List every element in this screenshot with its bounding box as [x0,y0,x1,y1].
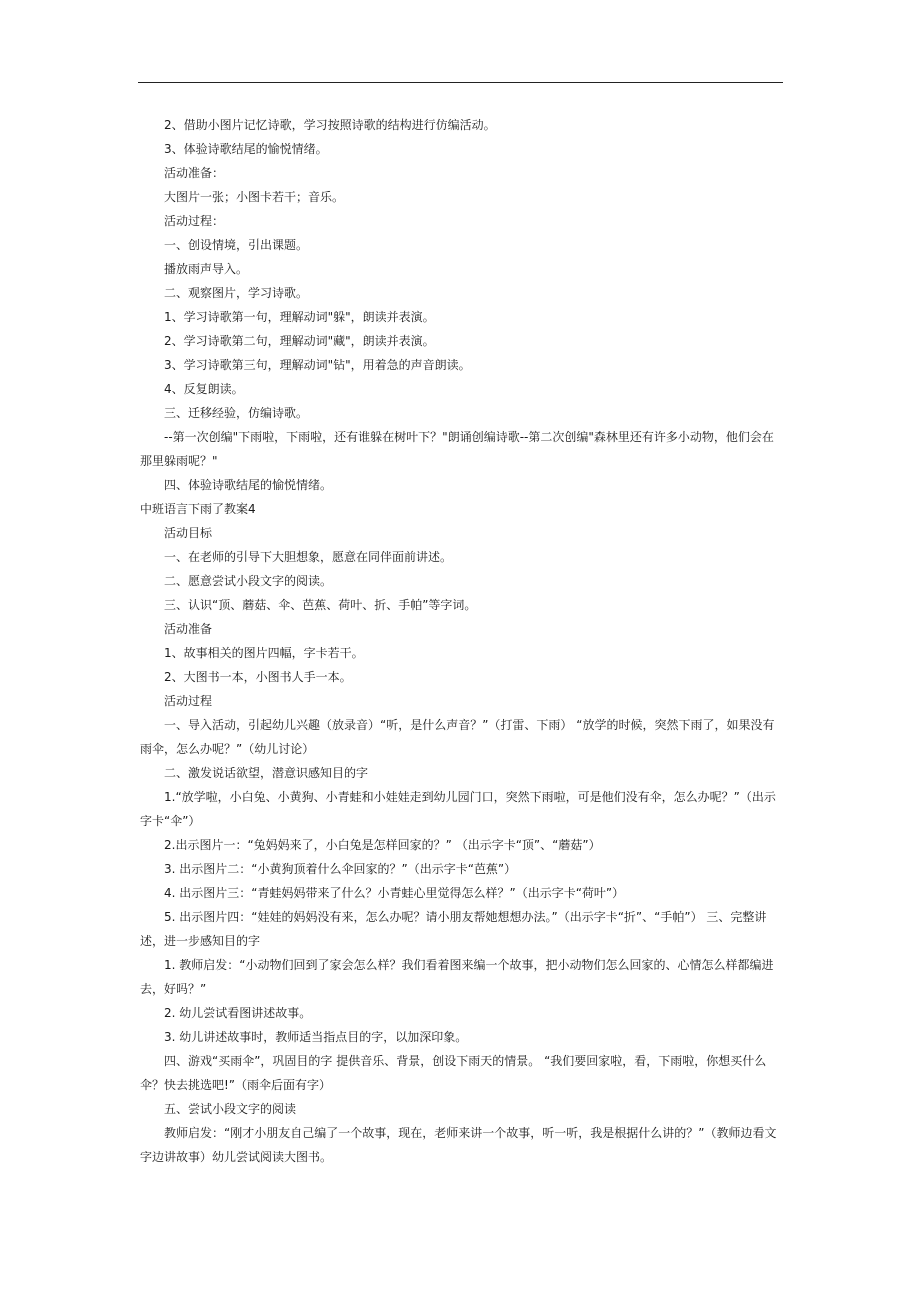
paragraph: 活动准备 [164,622,213,636]
paragraph: 2. 幼儿尝试看图讲述故事。 [164,1006,312,1020]
header-rule [138,82,783,83]
paragraph: 活动过程： [164,214,225,228]
paragraph: 2.出示图片一：“兔妈妈来了，小白兔是怎样回家的？” （出示字卡“顶”、“蘑菇”） [164,838,601,852]
paragraph: 5. 出示图片四：“娃娃的妈妈没有来，怎么办呢？请小朋友帮她想想办法。”（出示字卡“折”、“手帕”） 三、完整讲述，进一步感知目的字 [140,910,767,948]
paragraph: 4. 出示图片三：“青蛙妈妈带来了什么？小青蛙心里觉得怎么样？”（出示字卡“荷叶”） [164,886,625,900]
paragraph: 一、导入活动，引起幼儿兴趣（放录音）“听，是什么声音？”（打雷、下雨） “放学的时候，突然下雨了，如果没有雨伞，怎么办呢？”（幼儿讨论） [140,718,775,756]
paragraph: 一、在老师的引导下大胆想象，愿意在同伴面前讲述。 [164,550,453,564]
paragraph: 活动目标 [164,526,213,540]
paragraph: 一、创设情境，引出课题。 [164,238,309,252]
paragraph: 2、借助小图片记忆诗歌，学习按照诗歌的结构进行仿编活动。 [164,118,496,132]
paragraph: 2、学习诗歌第二句，理解动词"藏"，朗读并表演。 [164,334,435,348]
paragraph: 五、尝试小段文字的阅读 [164,1102,297,1116]
paragraph: 活动准备： [164,166,225,180]
paragraph: 1. 教师启发：“小动物们回到了家会怎么样？我们看着图来编一个故事，把小动物们怎么回家的、心情怎么样都编进去，好吗？” [140,958,774,996]
paragraph: 教师启发：“刚才小朋友自己编了一个故事，现在，老师来讲一个故事，听一听，我是根据什么讲的？”（教师边看文字边讲故事）幼儿尝试阅读大图书。 [140,1126,777,1164]
section-heading: 中班语言下雨了教案4 [140,502,256,516]
paragraph: 四、游戏“买雨伞”，巩固目的字 提供音乐、背景，创设下雨天的情景。 “我们要回家啦，看，下雨啦，你想买什么伞？快去挑选吧!”（雨伞后面有字） [140,1054,767,1092]
paragraph: 3、学习诗歌第三句，理解动词"钻"，用着急的声音朗读。 [164,358,471,372]
paragraph: 四、体验诗歌结尾的愉悦情绪。 [164,478,333,492]
paragraph: 三、认识“顶、蘑菇、伞、芭蕉、荷叶、折、手帕”等字词。 [164,598,477,612]
paragraph: 二、愿意尝试小段文字的阅读。 [164,574,333,588]
paragraph: 4、反复朗读。 [164,382,244,396]
paragraph: 1.“放学啦，小白兔、小黄狗、小青蛙和小娃娃走到幼儿园门口，突然下雨啦，可是他们没有伞，怎么办呢？”（出示字卡“伞”） [140,790,776,828]
paragraph: 大图片一张；小图卡若干；音乐。 [164,190,345,204]
paragraph: 3. 幼儿讲述故事时，教师适当指点目的字，以加深印象。 [164,1030,468,1044]
paragraph: 三、迁移经验，仿编诗歌。 [164,406,309,420]
paragraph: --第一次创编"下雨啦，下雨啦，还有谁躲在树叶下？"朗诵创编诗歌--第二次创编"森林里还有许多小动物，他们会在那里躲雨呢？" [140,430,774,468]
paragraph: 活动过程 [164,694,213,708]
paragraph: 播放雨声导入。 [164,262,249,276]
paragraph: 1、学习诗歌第一句，理解动词"躲"，朗读并表演。 [164,310,435,324]
paragraph: 3、体验诗歌结尾的愉悦情绪。 [164,142,328,156]
paragraph: 二、观察图片，学习诗歌。 [164,286,309,300]
document-body [140,113,785,1169]
paragraph: 3. 出示图片二：“小黄狗顶着什么伞回家的？”（出示字卡“芭蕉”） [164,862,517,876]
paragraph: 1、故事相关的图片四幅，字卡若干。 [164,646,364,660]
paragraph: 2、大图书一本，小图书人手一本。 [164,670,352,684]
paragraph: 二、激发说话欲望，潜意识感知目的字 [164,766,369,780]
